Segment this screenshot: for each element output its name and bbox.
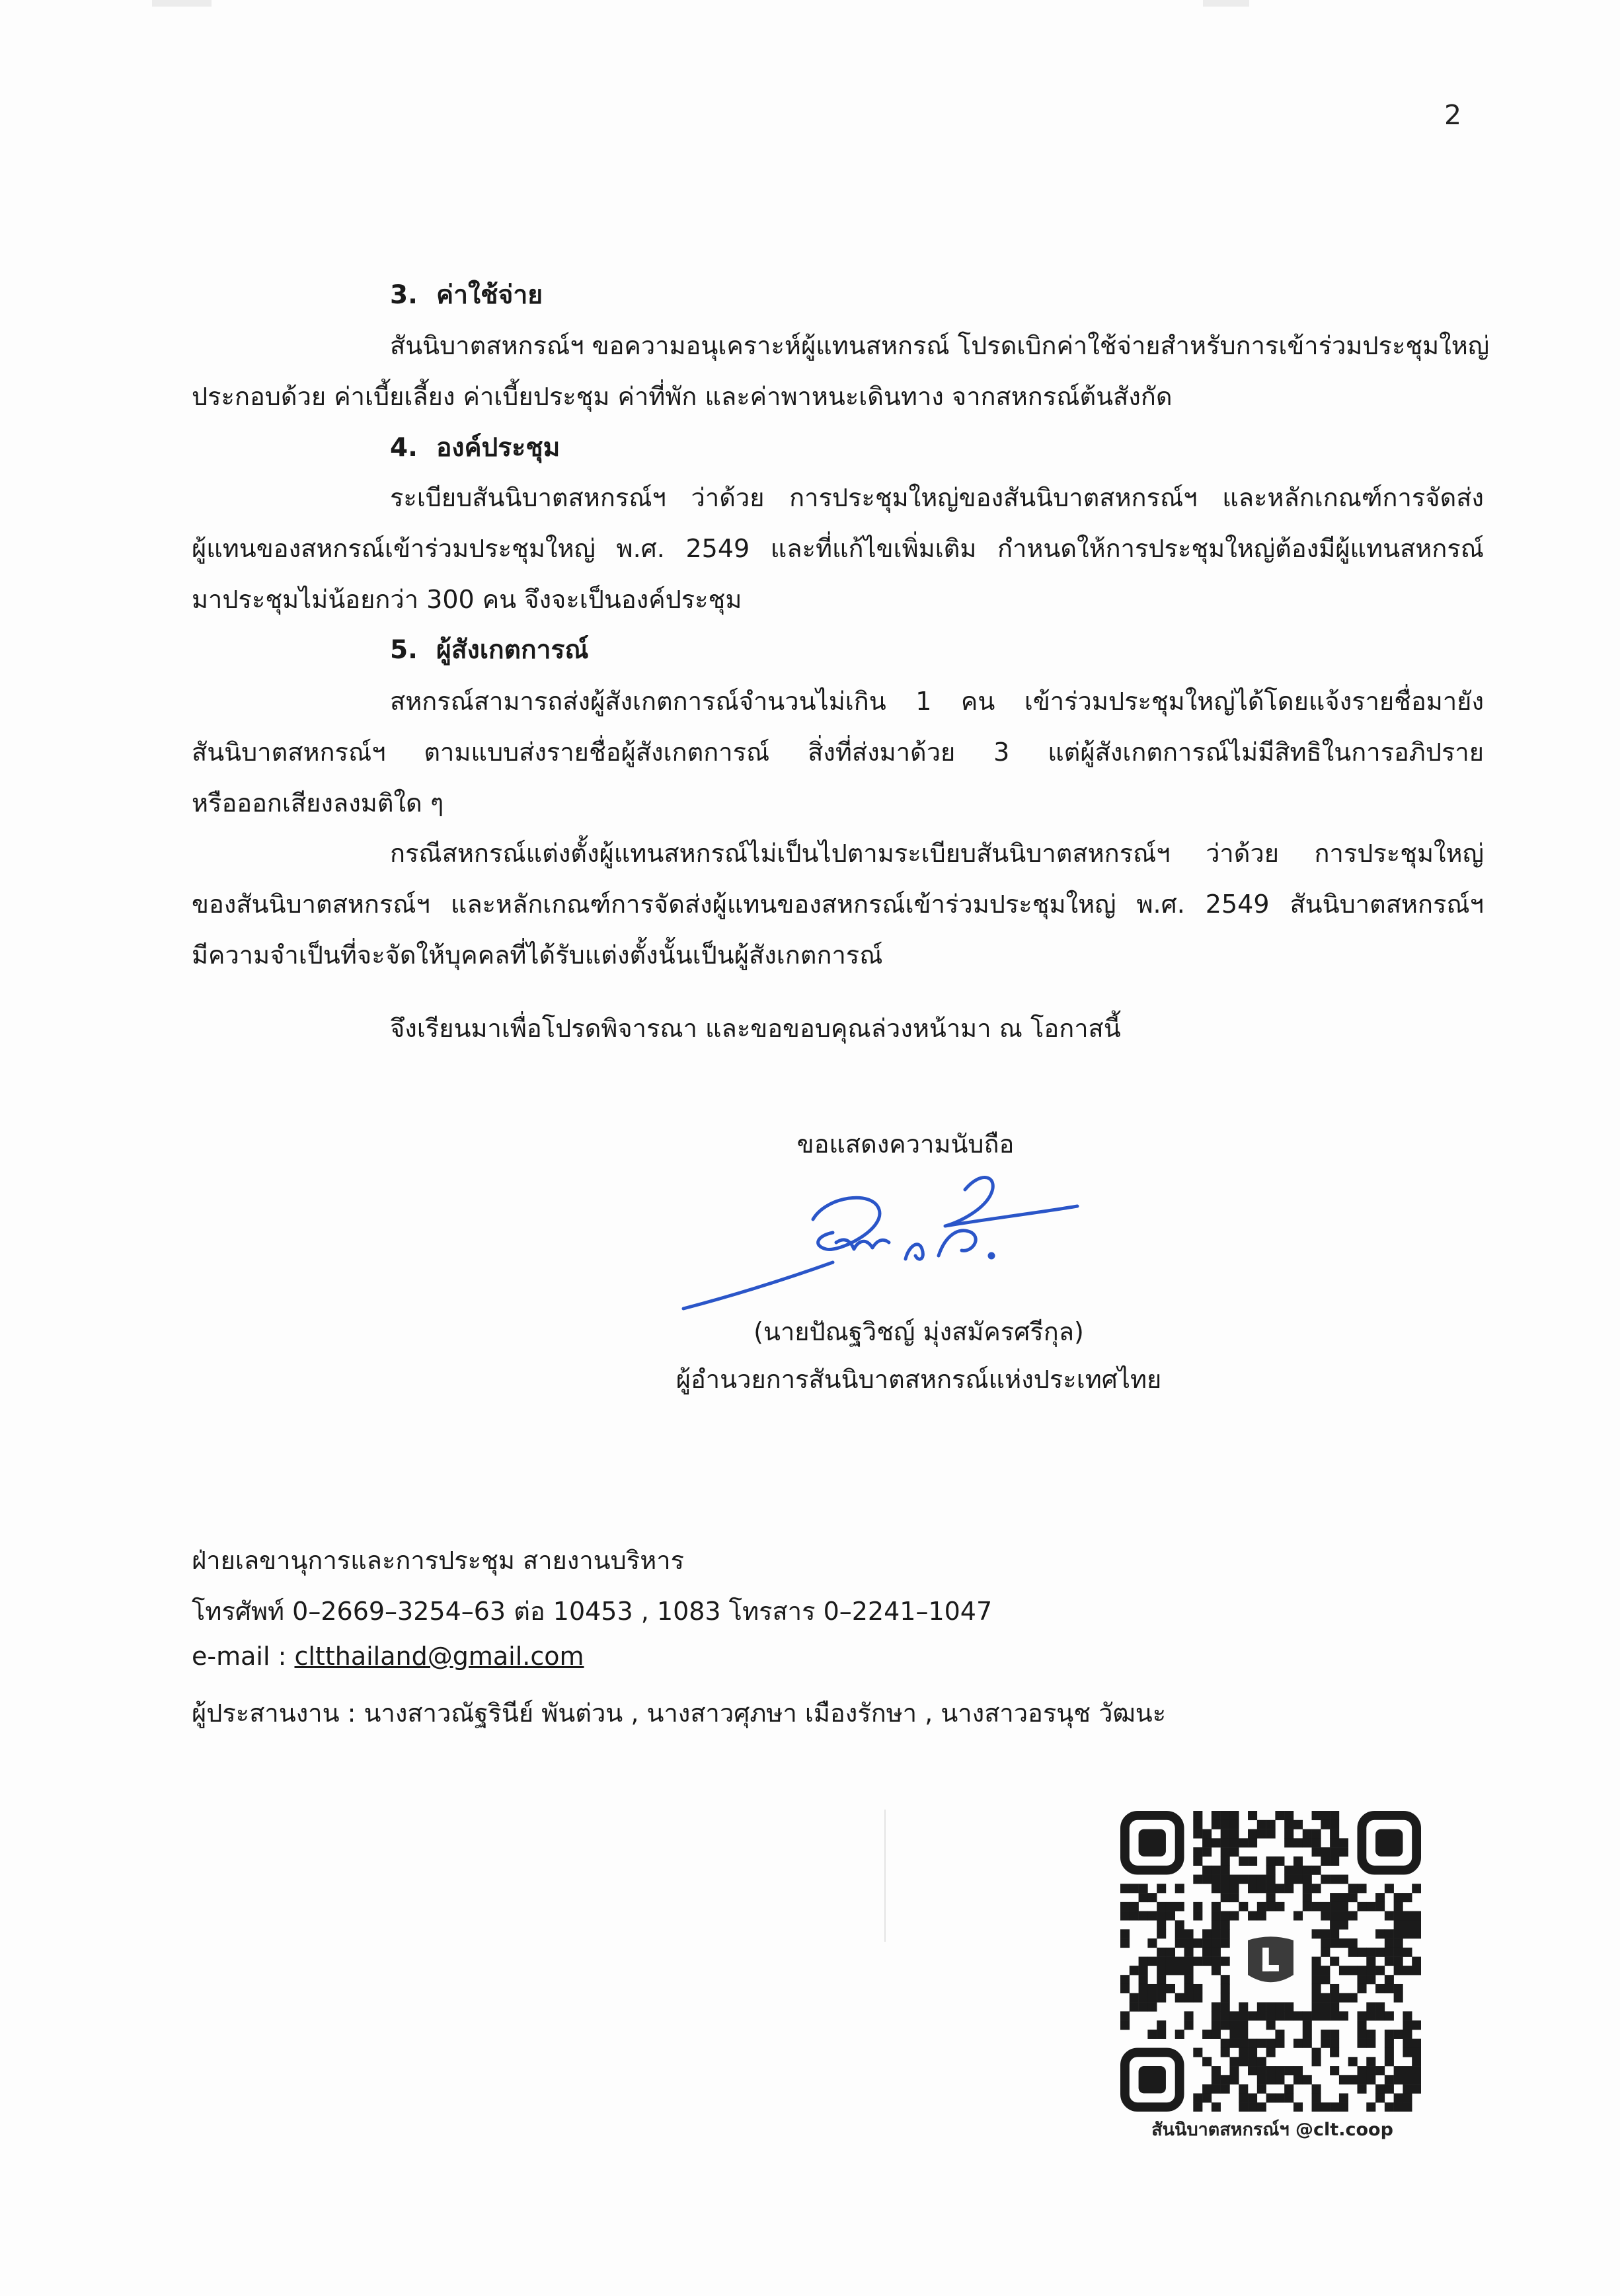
paragraph-line: มาประชุมไม่น้อยกว่า 300 คน จึงจะเป็นองค์ประชุม [192,585,742,614]
section-heading-quorum [390,427,560,468]
contact-email-row [192,1642,584,1671]
section-heading-expenses [390,274,543,315]
divider-line [884,1810,886,1942]
salutation: ขอแสดงความนับถือ [796,1129,1015,1159]
paragraph-line: สันนิบาตสหกรณ์ฯ ขอความอนุเคราะห์ผู้แทนสหกรณ์ โปรดเบิกค่าใช้จ่ายสำหรับการเข้าร่วมประชุมใหญ่ [390,331,1490,360]
paragraph-line: ประกอบด้วย ค่าเบี้ยเลี้ยง ค่าเบี้ยประชุม ค่าที่พัก และค่าพาหนะเดินทาง จากสหกรณ์ต้นสังกัด [192,382,1173,411]
qr-code-image [1120,1811,1421,2112]
paragraph-line: สหกรณ์สามารถส่งผู้สังเกตการณ์จำนวนไม่เกิน 1 คน เข้าร่วมประชุมใหญ่ได้โดยแจ้งรายชื่อมายัง [390,687,1484,716]
paragraph-line: ผู้แทนของสหกรณ์เข้าร่วมประชุมใหญ่ พ.ศ. 2549 และที่แก้ไขเพิ่มเติม กำหนดให้การประชุมใหญ่ต้องมีผู้แทนสหกรณ์ [192,534,1484,563]
section-title: ค่าใช้จ่าย [436,280,543,310]
section-heading-observer [390,629,589,670]
qr-code[interactable] [1120,1811,1421,2112]
signatory-name: (นายปัณฐวิชญ์ มุ่งสมัครศรีกุล) [753,1317,1084,1346]
paragraph-line: กรณีสหกรณ์แต่งตั้งผู้แทนสหกรณ์ไม่เป็นไปตามระเบียบสันนิบาตสหกรณ์ฯ ว่าด้วย การประชุมใหญ่ [390,839,1484,868]
signatory-position: ผู้อำนวยการสันนิบาตสหกรณ์แห่งประเทศไทย [675,1365,1162,1394]
scan-smudge [152,0,212,7]
section-number: 3. [390,280,418,310]
email-link[interactable]: cltthailand@gmail.com [294,1642,584,1671]
line-app-icon [1239,1929,1303,1993]
section-title: ผู้สังเกตการณ์ [436,635,589,665]
scan-smudge [1203,0,1249,7]
paragraph-line: หรือออกเสียงลงมติใด ๆ [192,788,444,818]
section-title: องค์ประชุม [436,433,560,463]
paragraph-line: มีความจำเป็นที่จะจัดให้บุคคลที่ได้รับแต่งตั้งนั้นเป็นผู้สังเกตการณ์ [192,940,883,970]
handwritten-signature [681,1163,1104,1328]
closing-sentence: จึงเรียนมาเพื่อโปรดพิจารณา และขอขอบคุณล่วงหน้ามา ณ โอกาสนี้ [390,1014,1121,1043]
contact-department: ฝ่ายเลขานุการและการประชุม สายงานบริหาร [192,1546,684,1575]
email-label: e-mail : [192,1642,287,1671]
paragraph-line: ระเบียบสันนิบาตสหกรณ์ฯ ว่าด้วย การประชุมใหญ่ของสันนิบาตสหกรณ์ฯ และหลักเกณฑ์การจัดส่ง [390,483,1484,512]
section-number: 4. [390,433,418,463]
contact-coordinators: ผู้ประสานงาน : นางสาวณัฐรินีย์ พันต่วน , นางสาวศุภษา เมืองรักษา , นางสาวอรนุช วัฒนะ [192,1699,1167,1728]
paragraph-line: ของสันนิบาตสหกรณ์ฯ และหลักเกณฑ์การจัดส่งผู้แทนของสหกรณ์เข้าร่วมประชุมใหญ่ พ.ศ. 2549 สันนิบาตสหกรณ์ฯ [192,890,1484,919]
contact-phone: โทรศัพท์ 0–2669–3254–63 ต่อ 10453 , 1083 โทรสาร 0–2241–1047 [192,1597,993,1626]
section-number: 5. [390,635,418,665]
paragraph-line: สันนิบาตสหกรณ์ฯ ตามแบบส่งรายชื่อผู้สังเกตการณ์ สิ่งที่ส่งมาด้วย 3 แต่ผู้สังเกตการณ์ไม่มีสิทธิในการอภิปราย [192,738,1484,767]
qr-caption: สันนิบาตสหกรณ์ฯ @clt.coop [1151,2120,1393,2140]
page-number: 2 [1444,99,1462,131]
